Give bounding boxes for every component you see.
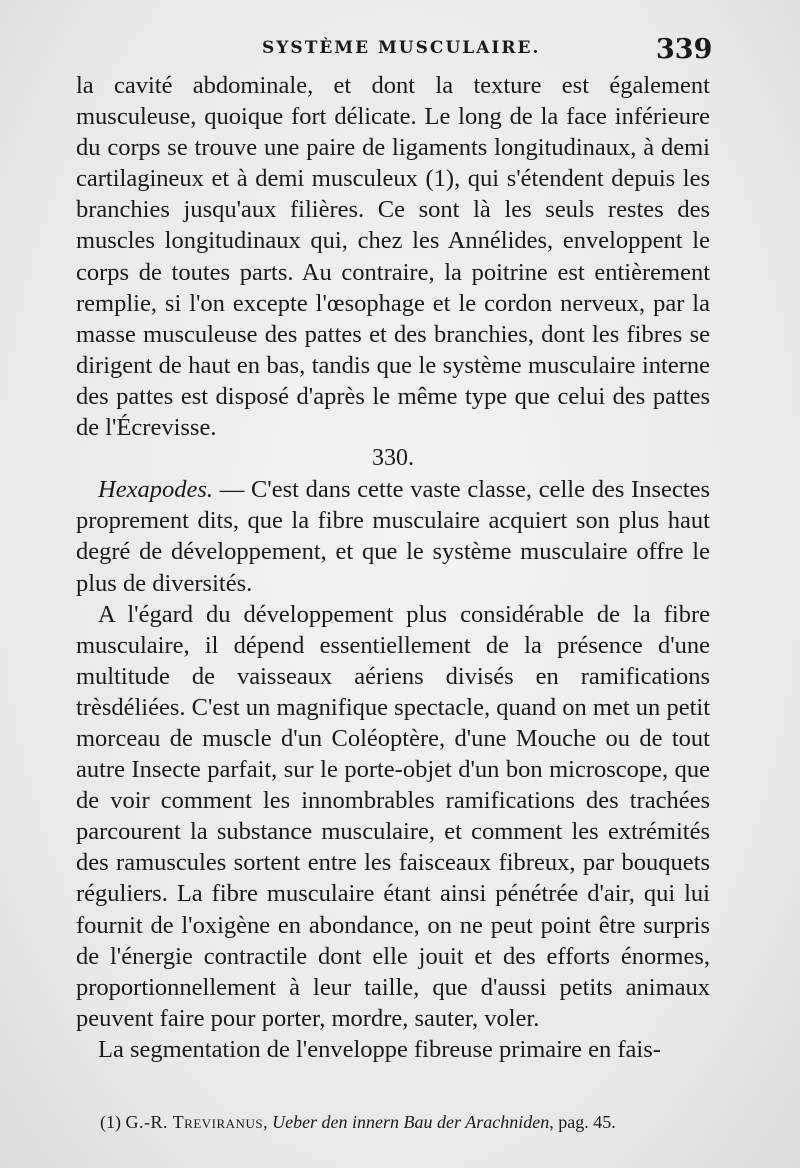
running-head: [0, 34, 800, 64]
paragraph-continued: la cavité abdominale, et dont la texture est également musculeuse, quoique fort délicate. Le long de la face inférieure du corps se trouve une paire de ligaments longitudinaux, à demi cartilagineux et à demi musculeux (1), qui s'étendent depuis les branchies jusqu'aux filières. Ce sont là les seuls restes des muscles longitudinaux qui, chez les Annélides, enveloppent le corps de toutes parts. Au contraire, la poitrine est entièrement remplie, si l'on excepte l'œsophage et le cordon nerveux, par la masse musculeuse des pattes et des branchies, dont les fibres se dirigent de haut en bas, tandis que le système musculaire interne des pattes est disposé d'après le même type que celui des pattes de l'Écrevisse.: [76, 72, 710, 442]
running-title: SYSTÈME MUSCULAIRE.: [262, 38, 541, 58]
footnote-marker: (1): [100, 1112, 121, 1132]
page-number: 339: [656, 34, 713, 65]
footnote-separator: ,: [263, 1112, 273, 1132]
footnote-author: G.-R. Treviranus: [125, 1112, 264, 1132]
body-text: [76, 70, 710, 1065]
paragraph-segmentation: La segmentation de l'enveloppe fibreuse primaire en fais-: [98, 1035, 661, 1063]
paragraph-text: — C'est dans cette vaste classe, celle des Insectes proprement dits, que la fibre musculaire acquiert son plus haut degré de développement, et que le système musculaire offre le plus de diversités.: [76, 476, 710, 597]
section-title: Hexapodes.: [98, 476, 213, 504]
paragraph-hexapodes: [76, 474, 710, 598]
section-number: 330.: [372, 445, 414, 472]
footnote-title: Ueber den innern Bau der Arachniden: [272, 1112, 550, 1132]
footnote-reference: , pag. 45.: [549, 1112, 616, 1132]
footnote: [100, 1112, 740, 1133]
paragraph-development: A l'égard du développement plus considérable de la fibre musculaire, il dépend essentiellement de la présence d'une multitude de vaisseaux aériens divisés en ramifications trèsdéliées. C'est un magnifique spectacle, quand on met un petit morceau de muscle d'un Coléoptère, d'une Mouche ou de tout autre Insecte parfait, sur le porte-objet d'un bon microscope, que de voir comment les innombrables ramifications des trachées parcourent la substance musculaire, et comment les extrémités des ramuscules sortent entre les faisceaux fibreux, par bouquets réguliers. La fibre musculaire étant ainsi pénétrée d'air, qui lui fournit de l'oxigène en abondance, on ne peut point être surpris de l'énergie contractile dont elle jouit et des efforts énormes, proportionnellement à leur taille, que d'aussi petits animaux peuvent faire pour porter, mordre, sauter, voler.: [76, 600, 710, 1032]
